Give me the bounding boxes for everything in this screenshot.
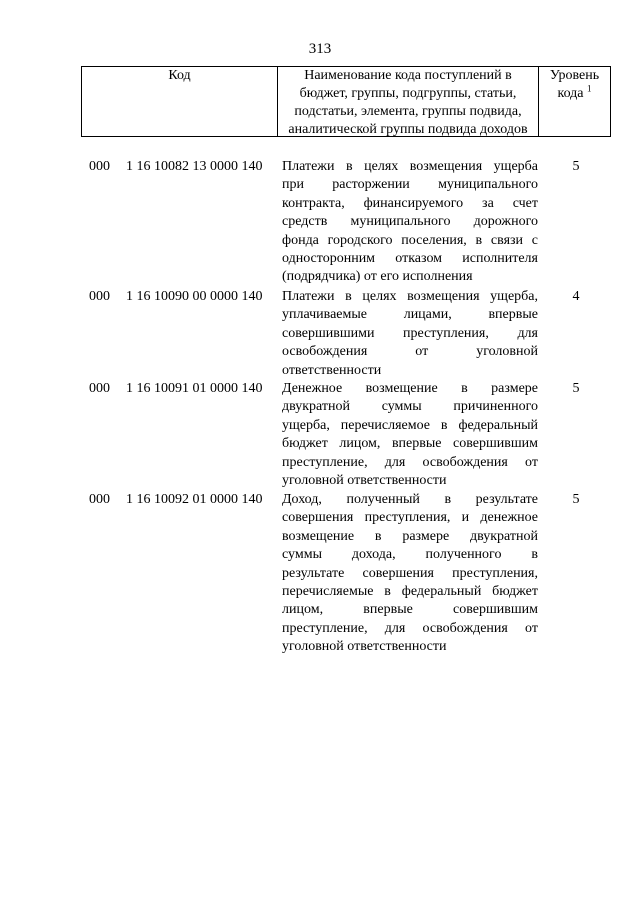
header-level-label: кода xyxy=(557,86,584,101)
admin-code: 000 xyxy=(89,492,110,507)
footnote-marker: 1 xyxy=(587,83,592,94)
revenue-name-line: совершения преступления, и денежное xyxy=(282,510,538,526)
revenue-name-line: двукратной суммы причиненного xyxy=(282,399,538,415)
revenue-name-line: преступление, для освобождения от xyxy=(282,454,538,470)
admin-code: 000 xyxy=(89,159,110,174)
revenue-name-line: уголовной ответственности xyxy=(282,473,447,489)
code-level: 5 xyxy=(572,159,580,174)
revenue-name-line: Денежное возмещение в размере xyxy=(282,381,538,396)
code-level: 4 xyxy=(572,289,580,304)
revenue-name-line: перечисляемые в федеральный бюджет xyxy=(282,584,538,600)
revenue-name-line: совершившими преступления, для xyxy=(282,325,538,341)
revenue-name-line: ущерба, перечисляемое в федеральный xyxy=(282,417,538,433)
admin-code: 000 xyxy=(89,289,110,304)
revenue-name-line: (подрядчика) от его исполнения xyxy=(282,269,473,285)
revenue-code: 1 16 10090 00 0000 140 xyxy=(126,289,263,304)
revenue-code: 1 16 10092 01 0000 140 xyxy=(126,492,263,507)
code-level: 5 xyxy=(572,492,580,507)
revenue-name xyxy=(282,158,538,287)
revenue-name-line: уголовной ответственности xyxy=(282,639,447,655)
revenue-code: 1 16 10091 01 0000 140 xyxy=(126,381,263,396)
revenue-name xyxy=(282,288,538,380)
revenue-name-line: средств муниципального дорожного xyxy=(282,214,538,230)
revenue-name-line: ответственности xyxy=(282,362,382,378)
revenue-name-line: лицом, впервые совершившим xyxy=(282,602,538,618)
header-code-column xyxy=(82,67,278,136)
code-level: 5 xyxy=(572,381,580,396)
revenue-name-line: фонда городского поселения, в связи с xyxy=(282,232,538,248)
revenue-name-line: уплачиваемые лицами, впервые xyxy=(282,307,538,323)
header-name-line: аналитической группы подвида доходов xyxy=(288,122,528,137)
revenue-name-line: Доход, полученный в результате xyxy=(282,492,538,507)
header-name-column xyxy=(278,67,539,136)
revenue-name xyxy=(282,380,538,490)
revenue-name-line: суммы дохода, полученного в xyxy=(282,547,538,563)
header-name-line: бюджет, группы, подгруппы, статьи, xyxy=(299,86,517,101)
header-level-line1: Уровень xyxy=(549,68,600,83)
header-code-label: Код xyxy=(168,68,191,83)
revenue-name-line: возмещение в размере двукратной xyxy=(282,528,538,544)
revenue-name-line: преступление, для освобождения от xyxy=(282,620,538,636)
admin-code: 000 xyxy=(89,381,110,396)
table-header xyxy=(81,66,611,137)
revenue-name-line: результате совершения преступления, xyxy=(282,565,538,581)
revenue-name-line: при расторжении муниципального xyxy=(282,177,538,193)
revenue-name-line: освобождения от уголовной xyxy=(282,344,538,360)
revenue-code: 1 16 10082 13 0000 140 xyxy=(126,159,263,174)
revenue-name-line: односторонним отказом исполнителя xyxy=(282,251,538,267)
page-number: 313 xyxy=(308,41,332,57)
revenue-name-line: Платежи в целях возмещения ущерба xyxy=(282,159,538,174)
revenue-name xyxy=(282,491,538,657)
revenue-name-line: бюджет лицом, впервые совершившим xyxy=(282,436,538,452)
header-level-column xyxy=(539,67,610,136)
header-level-line2 xyxy=(539,85,610,103)
header-name-line: подстатьи, элемента, группы подвида, xyxy=(294,104,522,119)
revenue-name-line: Платежи в целях возмещения ущерба, xyxy=(282,289,538,304)
revenue-name-line: контракта, финансируемого за счет xyxy=(282,195,538,211)
header-name-line: Наименование кода поступлений в xyxy=(304,68,512,83)
